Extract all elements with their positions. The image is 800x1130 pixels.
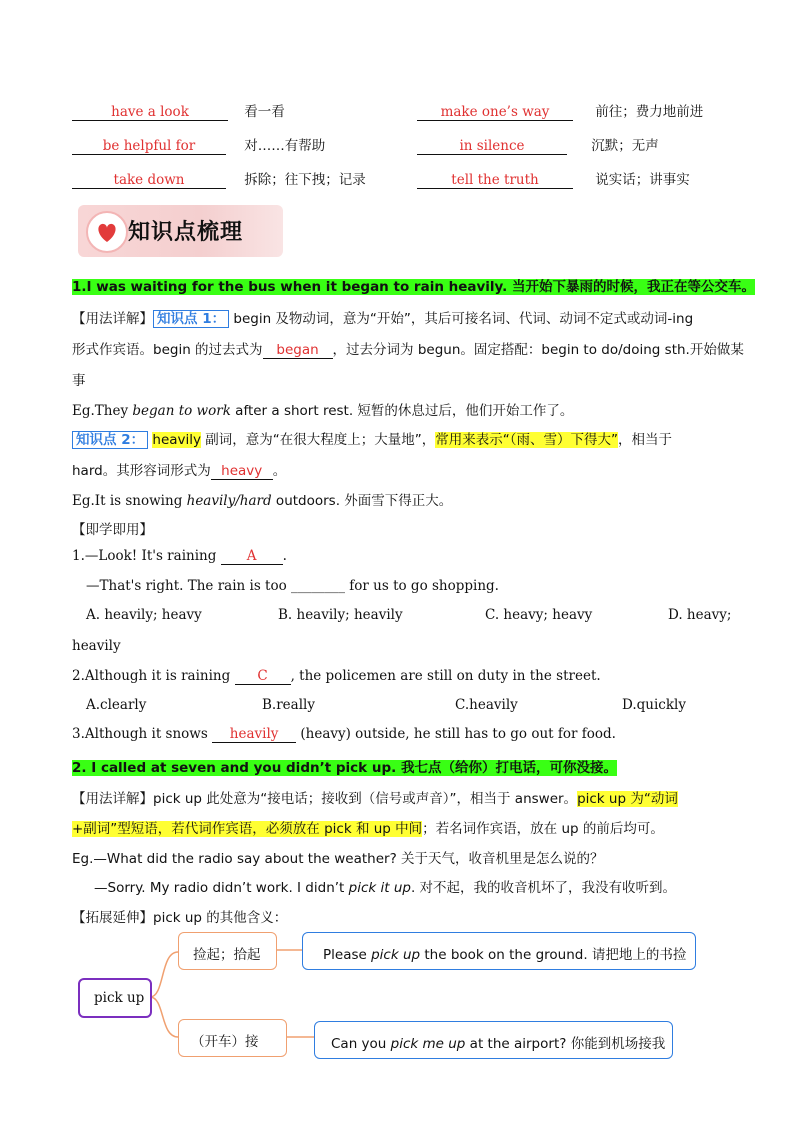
mindmap-branch-2: （开车）接 [178, 1019, 287, 1057]
mindmap-example-2: Can you pick me up at the airport? 你能到机场接我 [314, 1021, 673, 1059]
vocab-answer: make one’s way [417, 104, 573, 121]
q2-option-a: A.clearly [86, 697, 147, 713]
s2-usage-line-2: +副词”型短语，若代词作宾语，必须放在 pick 和 up 中间；若名词作宾语，放在 up 的前后均可。 [72, 821, 664, 837]
q2-option-d: D.quickly [622, 697, 686, 713]
kp2-example: Eg.It is snowing heavily/hard outdoors. 外面雪下得正大。 [72, 493, 453, 509]
kp2-line-1: 知识点 2： heavily 副词，意为“在很大程度上；大量地”，常用来表示“（雨、雪）下得大”，相当于 [72, 428, 672, 448]
kp2-label: 知识点 2： [72, 431, 148, 449]
kp2-answer: heavy [211, 463, 273, 480]
vocab-answer: in silence [417, 138, 567, 155]
s2-usage-line-1: 【用法详解】pick up 此处意为“接电话；接收到（信号或声音）”，相当于 answer。pick up 为“动词 [72, 791, 678, 807]
usage-tag: 【用法详解】 [72, 311, 153, 327]
q3-answer: heavily [212, 726, 296, 743]
mindmap-example-1: Please pick up the book on the ground. 请把地上的书捡 [302, 932, 696, 970]
kp2-line-2: hard。其形容词形式为 heavy 。 [72, 463, 287, 479]
q1-answer: A [221, 548, 283, 565]
kp1-example: Eg.They began to work after a short rest. 短暂的休息过后，他们开始工作了。 [72, 403, 574, 419]
vocab-answer: be helpful for [72, 138, 226, 155]
q1-line-1: 1.—Look! It's raining A . [72, 548, 287, 564]
kp1-label: 知识点 1： [153, 310, 229, 328]
mindmap-branch-1: 捡起；拾起 [178, 932, 277, 970]
kp1-answer: began [263, 342, 333, 359]
q3-line: 3.Although it snows heavily (heavy) outside, he still has to go out for food. [72, 726, 616, 742]
s2-example-1: Eg.—What did the radio say about the weather? 关于天气，收音机里是怎么说的？ [72, 851, 604, 867]
vocab-answer: take down [72, 172, 226, 189]
vocab-meaning: 沉默；无声 [591, 138, 659, 154]
vocab-meaning: 对……有帮助 [244, 138, 326, 154]
vocab-answer: tell the truth [417, 172, 573, 189]
kp1-line-2: 形式作宾语。begin 的过去式为 began ，过去分词为 begun。固定搭配：begin to do/doing sth.开始做某 [72, 342, 744, 358]
vocab-meaning: 前往；费力地前进 [595, 104, 704, 120]
vocab-meaning: 说实话；讲事实 [595, 172, 690, 188]
q2-option-b: B.really [262, 697, 315, 713]
q1-option-c: C. heavy; heavy [485, 607, 593, 623]
mindmap-center: pick up [78, 978, 152, 1018]
kp2-highlight: 常用来表示“（雨、雪）下得大” [435, 432, 619, 448]
q1-option-a: A. heavily; heavy [86, 607, 202, 623]
practice-tag: 【即学即用】 [72, 522, 153, 538]
kp1-text: begin 及物动词，意为“开始”，其后可接名词、代词、动词不定式或动词-ing [233, 311, 694, 327]
kp1-line-3: 事 [72, 373, 86, 389]
q2-answer: C [235, 668, 291, 685]
section-title: 知识点梳理 [128, 220, 244, 245]
s2-heading: 2. I called at seven and you didn’t pick up. 我七点（给你）打电话，可你没接。 [72, 760, 617, 776]
q1-option-d: D. heavy; [668, 607, 732, 623]
s2-example-2: —Sorry. My radio didn’t work. I didn’t pick it up. 对不起，我的收音机坏了，我没有收听到。 [94, 880, 677, 896]
s2-extend: 【拓展延伸】pick up 的其他含义： [72, 910, 288, 926]
kp2-word: heavily [152, 432, 202, 448]
q1-option-d-tail: heavily [72, 638, 121, 654]
vocab-meaning: 拆除；往下拽；记录 [244, 172, 366, 188]
q1-option-b: B. heavily; heavily [278, 607, 403, 623]
q2-line: 2.Although it is raining C , the policemen are still on duty in the street. [72, 668, 601, 684]
vocab-answer: have a look [72, 104, 228, 121]
q1-line-2: —That's right. The rain is too ________ for us to go shopping. [86, 578, 499, 594]
s1-heading: 1.I was waiting for the bus when it began to rain heavily. 当开始下暴雨的时候，我正在等公交车。 [72, 279, 755, 295]
q2-option-c: C.heavily [455, 697, 518, 713]
vocab-meaning: 看一看 [244, 104, 285, 120]
